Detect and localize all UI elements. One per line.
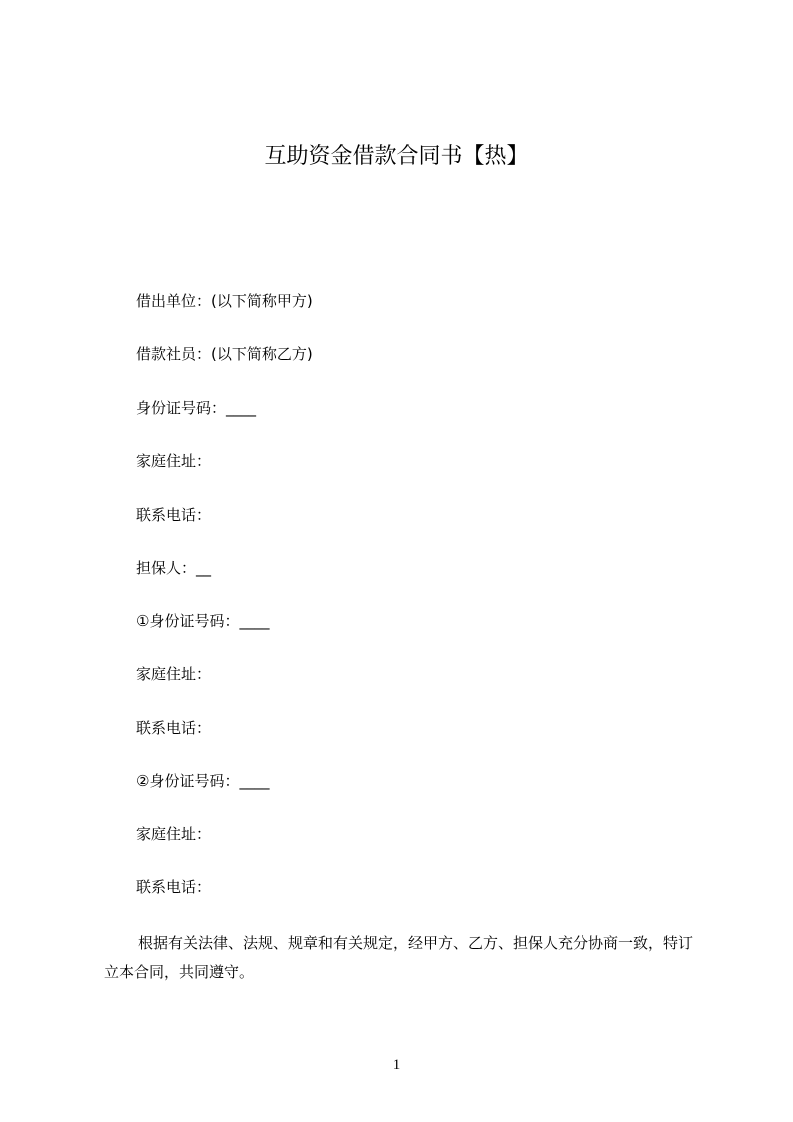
borrower-address-field: 家庭住址： [136, 452, 212, 470]
document-title: 互助资金借款合同书【热】 [264, 144, 529, 169]
borrower-field: 借款社员：(以下简称乙方) [136, 345, 313, 363]
guarantor-1-phone-field: 联系电话： [136, 719, 212, 737]
guarantor-2-address-field: 家庭住址： [136, 825, 212, 843]
guarantor-1-id-field: ①身份证号码：____ [136, 612, 270, 630]
borrower-phone-field: 联系电话： [136, 506, 212, 524]
guarantor-field: 担保人：__ [136, 559, 212, 577]
page-number: 1 [392, 1057, 401, 1073]
agreement-paragraph: 根据有关法律、法规、规章和有关规定，经甲方、乙方、担保人充分协商一致，特订立本合同，共同遵守。 [104, 934, 694, 981]
guarantor-2-id-field: ②身份证号码：____ [136, 772, 270, 790]
guarantor-1-address-field: 家庭住址： [136, 665, 212, 683]
lender-field: 借出单位：(以下简称甲方) [136, 292, 313, 310]
guarantor-2-phone-field: 联系电话： [136, 878, 212, 896]
borrower-id-field: 身份证号码：____ [136, 399, 257, 417]
